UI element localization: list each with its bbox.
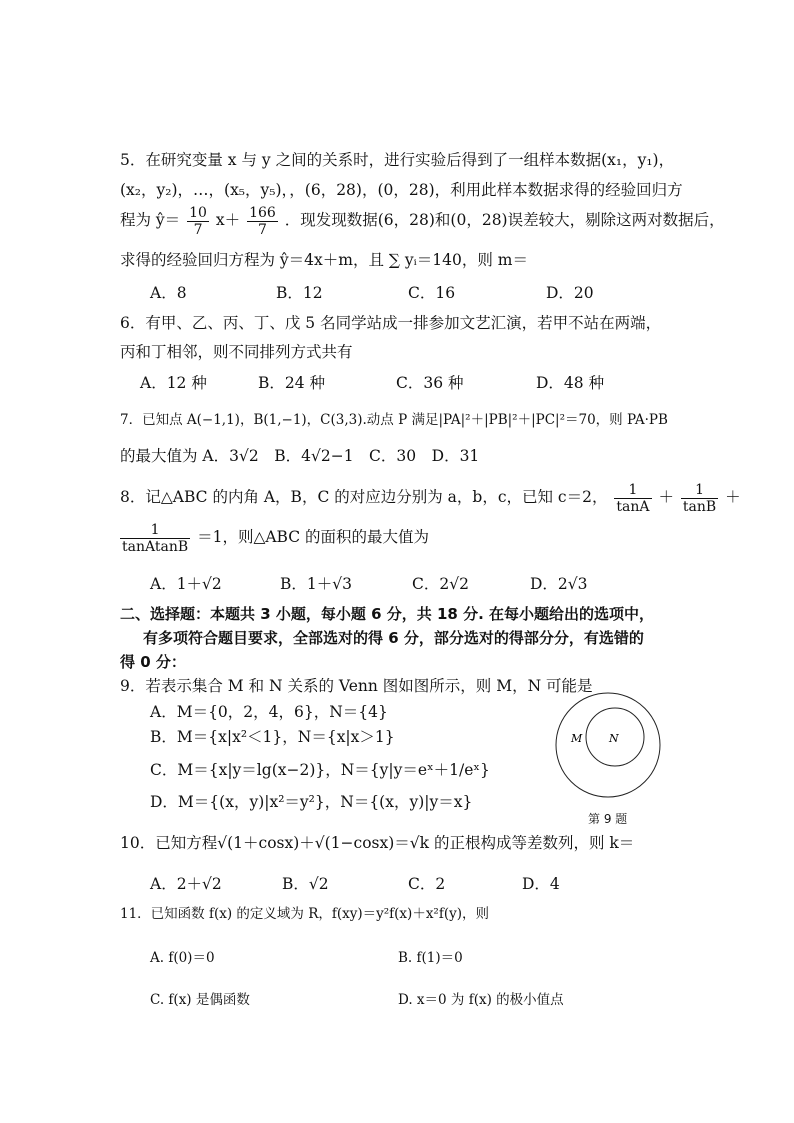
frac-numerator: 1	[120, 522, 190, 539]
q5-option-b[interactable]: B．12	[276, 284, 323, 302]
q11-option-d[interactable]: D. x＝0 为 f(x) 的极小值点	[398, 992, 564, 1008]
q5-option-a[interactable]: A．8	[150, 284, 187, 302]
frac-numerator: 1	[614, 482, 651, 499]
q8-option-c[interactable]: C．2√2	[412, 575, 469, 593]
frac-denominator: 7	[193, 221, 203, 238]
q11-option-b[interactable]: B. f(1)＝0	[398, 950, 463, 966]
frac-denominator: tanAtanB	[122, 538, 189, 555]
q8-fraction-2	[681, 482, 718, 515]
q5-line3-post: ．现发现数据(6，28)和(0，28)误差较大，剔除这两对数据后，	[284, 211, 725, 229]
q10-option-c[interactable]: C．2	[408, 875, 446, 893]
q8-line2-post: ＝1，则△ABC 的面积的最大值为	[197, 528, 430, 546]
q8-plus-2: ＋	[725, 488, 741, 506]
q5-line4: 求得的经验回归方程为 ŷ＝4x＋m，且 ∑ yᵢ＝140，则 m＝	[120, 251, 528, 269]
q10-option-a[interactable]: A．2＋√2	[150, 875, 222, 893]
frac-denominator: tanA	[616, 498, 650, 515]
q5-fraction-1	[187, 205, 209, 238]
q5-fraction-2	[247, 205, 278, 238]
q9-option-a[interactable]: A．M＝{0，2，4，6}，N＝{4}	[150, 703, 388, 721]
q11-option-a[interactable]: A. f(0)＝0	[150, 950, 215, 966]
q9-option-b[interactable]: B．M＝{x|x²＜1}，N＝{x|x＞1}	[150, 728, 395, 746]
q6-option-c[interactable]: C．36 种	[396, 374, 464, 392]
section-2-line2: 有多项符合题目要求，全部选对的得 6 分，部分选对的得部分分，有选错的	[143, 629, 644, 647]
q8-option-a[interactable]: A．1＋√2	[150, 575, 222, 593]
q5-line3-mid: x＋	[215, 211, 241, 229]
q7-line2: 的最大值为 A．3√2 B．4√2−1 C．30 D．31	[120, 447, 480, 465]
q9-option-c[interactable]: C．M＝{x|y＝lg(x−2)}，N＝{y|y＝eˣ＋1/eˣ}	[150, 761, 490, 779]
q8-fraction-1	[614, 482, 651, 515]
q7-line1: 7．已知点 A(−1,1)，B(1,−1)，C(3,3).动点 P 满足|PA|²＋|PB|²＋|PC|²＝70，则 PA·PB	[120, 412, 668, 428]
venn-diagram	[553, 692, 663, 802]
q9-option-d[interactable]: D．M＝{(x，y)|x²＝y²}，N＝{(x，y)|y＝x}	[150, 793, 473, 811]
q8-plus: ＋	[658, 488, 674, 506]
frac-numerator: 10	[189, 204, 207, 221]
q8-fraction-3	[120, 522, 190, 555]
q8-option-d[interactable]: D．2√3	[530, 575, 588, 593]
q5-line3-pre: 程为 ŷ＝	[120, 211, 181, 229]
q8-line2	[118, 518, 429, 556]
frac-denominator: 7	[257, 221, 267, 238]
frac-numerator: 1	[681, 482, 718, 499]
frac-numerator: 166	[249, 204, 276, 221]
section-2-line3: 得 0 分：	[120, 653, 186, 671]
q5-option-c[interactable]: C．16	[408, 284, 456, 302]
q11-line1: 11．已知函数 f(x) 的定义域为 R，f(xy)＝y²f(x)＋x²f(y)，则	[120, 906, 489, 922]
q6-option-a[interactable]: A．12 种	[140, 374, 207, 392]
venn-label-m: M	[571, 732, 583, 745]
q11-option-c[interactable]: C. f(x) 是偶函数	[150, 992, 250, 1008]
q8-option-b[interactable]: B．1＋√3	[280, 575, 352, 593]
q10-line1: 10．已知方程√(1＋cosx)＋√(1−cosx)＝√k 的正根构成等差数列，则 k＝	[120, 834, 635, 852]
q6-option-d[interactable]: D．48 种	[536, 374, 605, 392]
q5-option-d[interactable]: D．20	[546, 284, 594, 302]
q10-option-b[interactable]: B．√2	[282, 875, 329, 893]
q8-line1	[120, 478, 741, 516]
q6-option-b[interactable]: B．24 种	[258, 374, 326, 392]
q9-line1: 9．若表示集合 M 和 N 关系的 Venn 图如图所示，则 M，N 可能是	[120, 677, 593, 695]
q6-line1: 6．有甲、乙、丙、丁、戊 5 名同学站成一排参加文艺汇演，若甲不站在两端，	[120, 314, 662, 332]
q6-line2: 丙和丁相邻，则不同排列方式共有	[120, 343, 353, 361]
frac-denominator: tanB	[682, 498, 717, 515]
figure-caption: 第 9 题	[588, 812, 628, 826]
q5-line3	[120, 203, 725, 238]
venn-label-n: N	[609, 732, 619, 745]
q5-line2: (x₂，y₂)，…，(x₅，y₅)，，(6，28)，(0，28)，利用此样本数据求得的经验回归方	[120, 181, 683, 199]
q5-line1: 5．在研究变量 x 与 y 之间的关系时，进行实验后得到了一组样本数据(x₁，y₁)，	[120, 151, 675, 169]
section-2-line1: 二、选择题：本题共 3 小题，每小题 6 分，共 18 分. 在每小题给出的选项中，	[120, 605, 655, 623]
q8-line1-pre: 8．记△ABC 的内角 A，B，C 的对应边分别为 a，b，c，已知 c＝2，	[120, 488, 608, 506]
q10-option-d[interactable]: D．4	[522, 875, 560, 893]
